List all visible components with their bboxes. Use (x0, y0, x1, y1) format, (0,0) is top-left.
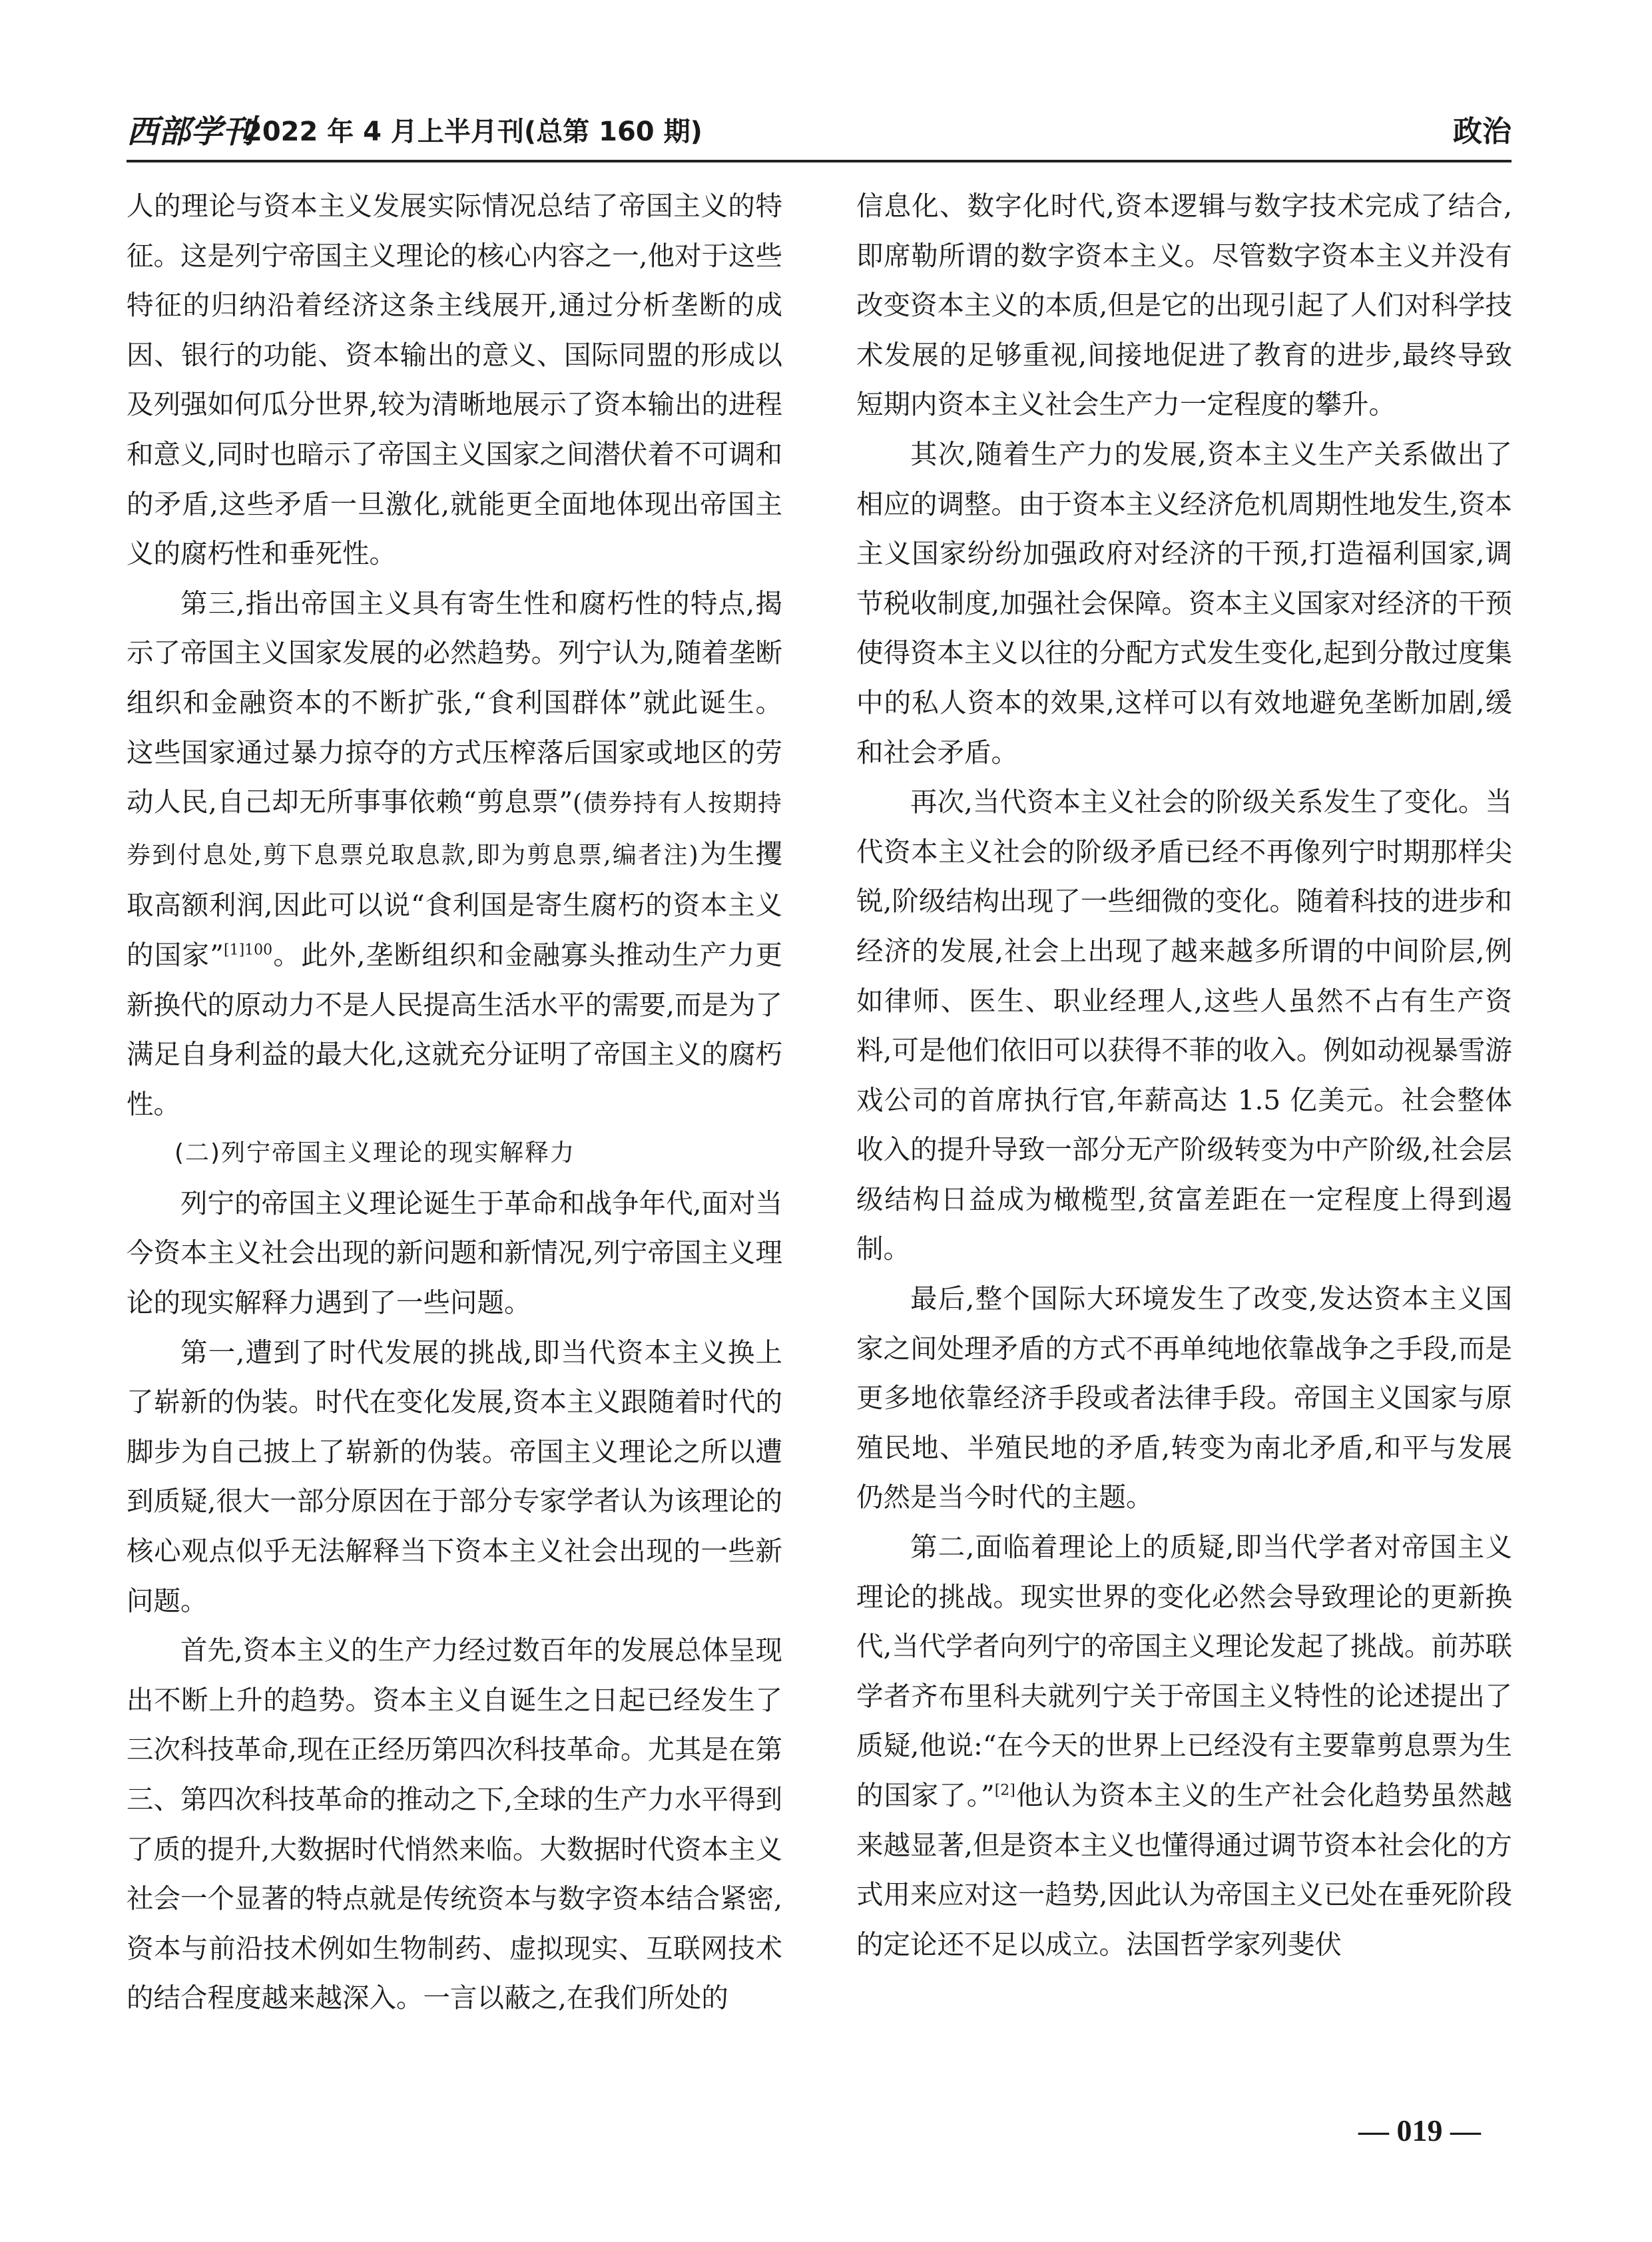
editor-note: (债券持有人按期持券到付息处,剪下息票兑取息款,即为剪息票,编者注) (127, 790, 782, 869)
running-header (127, 112, 1512, 154)
citation: [1]100 (224, 942, 273, 959)
paragraph-text: 第三,指出帝国主义具有寄生性和腐朽性的特点,揭示了帝国主义国家发展的必然趋势。列宁认为,随着垄断组织和金融资本的不断扩张,“食利国群体”就此诞生。这些国家通过暴力掠夺的方式压榨落后国家或地区的劳动人民,自己却无所事事依赖“剪息票” (127, 587, 782, 818)
paragraph-text: 为生攫取高额利润,因此可以说“食利国是寄生腐朽的资本主义的国家” (127, 837, 782, 971)
right-column (856, 181, 1512, 2099)
issue-info: 2022 年 4 月上半月刊(总第 160 期) (244, 117, 702, 147)
paragraph (856, 1522, 1512, 1969)
paragraph: 列宁的帝国主义理论诞生于革命和战争年代,面对当今资本主义社会出现的新问题和新情况,列宁帝国主义理论的现实解释力遇到了一些问题。 (127, 1187, 782, 1319)
paragraph-text: 。此外,垄断组织和金融寡头推动生产力更新换代的原动力不是人民提高生活水平的需要,而是为了满足自身利益的最大化,这就充分证明了帝国主义的腐朽性。 (127, 938, 782, 1120)
paragraph: 信息化、数字化时代,资本逻辑与数字技术完成了结合,即席勒所谓的数字资本主义。尽管数字资本主义并没有改变资本主义的本质,但是它的出现引起了人们对科学技术发展的足够重视,间接地促进了教育的进步,最终导致短期内资本主义社会生产力一定程度的攀升。 (856, 190, 1512, 421)
paragraph-text: 他认为资本主义的生产社会化趋势虽然越来越显著,但是资本主义也懂得通过调节资本社会化的方式用来应对这一趋势,因此认为帝国主义已处在垂死阶段的定论还不足以成立。法国哲学家列斐伏 (856, 1779, 1512, 1960)
left-column (127, 181, 782, 2099)
journal-logo: 西部学刊 (127, 113, 255, 150)
citation: [2] (994, 1782, 1015, 1799)
paragraph-text: 第二,面临着理论上的质疑,即当代学者对帝国主义理论的挑战。现实世界的变化必然会导致理论的更新换代,当代学者向列宁的帝国主义理论发起了挑战。前苏联学者齐布里科夫就列宁关于帝国主义特性的论述提出了质疑,他说:“在今天的世界上已经没有主要靠剪息票为生的国家了。” (856, 1531, 1512, 1811)
paragraph: 第一,遭到了时代发展的挑战,即当代资本主义换上了崭新的伪装。时代在变化发展,资本主义跟随着时代的脚步为自己披上了崭新的伪装。帝国主义理论之所以遭到质疑,很大一部分原因在于部分专家学者认为该理论的核心观点似乎无法解释当下资本主义社会出现的一些新问题。 (127, 1336, 782, 1617)
section-heading: (二)列宁帝国主义理论的现实解释力 (174, 1139, 576, 1167)
header-rule (127, 160, 1512, 162)
paragraph: 首先,资本主义的生产力经过数百年的发展总体呈现出不断上升的趋势。资本主义自诞生之日起已经发生了三次科技革命,现在正经历第四次科技革命。尤其是在第三、第四次科技革命的推动之下,全球的生产力水平得到了质的提升,大数据时代悄然来临。大数据时代资本主义社会一个显著的特点就是传统资本与数字资本结合紧密,资本与前沿技术例如生物制药、虚拟现实、互联网技术的结合程度越来越深入。一言以蔽之,在我们所处的 (127, 1634, 782, 2014)
page-number: — 019 — (1358, 2113, 1481, 2147)
paragraph: 最后,整个国际大环境发生了改变,发达资本主义国家之间处理矛盾的方式不再单纯地依靠战争之手段,而是更多地依靠经济手段或者法律手段。帝国主义国家与原殖民地、半殖民地的矛盾,转变为南北矛盾,和平与发展仍然是当今时代的主题。 (856, 1282, 1512, 1514)
paragraph: 再次,当代资本主义社会的阶级关系发生了变化。当代资本主义社会的阶级矛盾已经不再像列宁时期那样尖锐,阶级结构出现了一些细微的变化。随着科技的进步和经济的发展,社会上出现了越来越多所谓的中间阶层,例如律师、医生、职业经理人,这些人虽然不占有生产资料,可是他们依旧可以获得不菲的收入。例如动视暴雪游戏公司的首席执行官,年薪高达 1.5 亿美元。社会整体收入的提升导致一部分无产阶级转变为中产阶级,社会层级结构日益成为橄榄型,贫富差距在一定程度上得到遏制。 (856, 786, 1512, 1265)
paragraph (127, 579, 782, 1129)
paragraph: 人的理论与资本主义发展实际情况总结了帝国主义的特征。这是列宁帝国主义理论的核心内容之一,他对于这些特征的归纳沿着经济这条主线展开,通过分析垄断的成因、银行的功能、资本输出的意义、国际同盟的形成以及列强如何瓜分世界,较为清晰地展示了资本输出的进程和意义,同时也暗示了帝国主义国家之间潜伏着不可调和的矛盾,这些矛盾一旦激化,就能更全面地体现出帝国主义的腐朽性和垂死性。 (127, 190, 782, 570)
paragraph: 其次,随着生产力的发展,资本主义生产关系做出了相应的调整。由于资本主义经济危机周期性地发生,资本主义国家纷纷加强政府对经济的干预,打造福利国家,调节税收制度,加强社会保障。资本主义国家对经济的干预使得资本主义以往的分配方式发生变化,起到分散过度集中的私人资本的效果,这样可以有效地避免垄断加剧,缓和社会矛盾。 (856, 437, 1512, 768)
section-name: 政治 (1453, 115, 1512, 148)
